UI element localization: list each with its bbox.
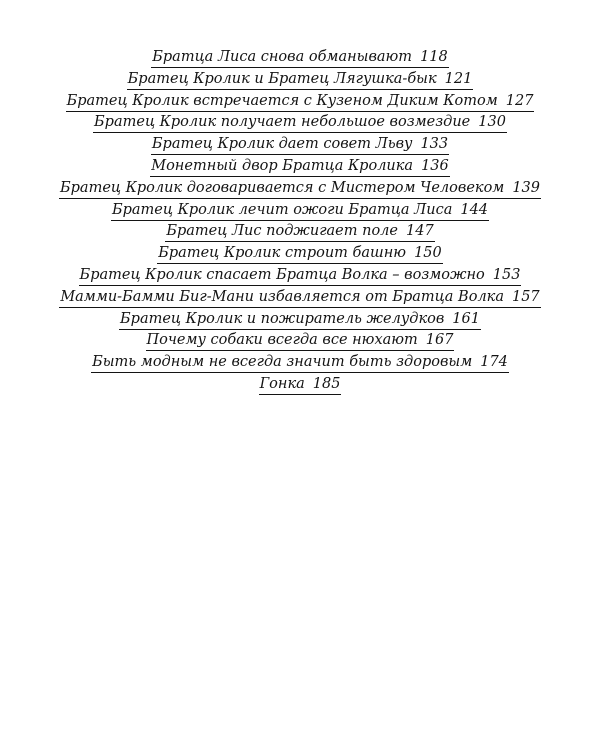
toc-entry: [0, 47, 600, 69]
toc-entry-title: Братец Кролик встречается с Кузеном Диким Котом: [66, 92, 498, 109]
toc-entry-title: Братец Кролик строит башню: [158, 245, 407, 262]
toc-page-number: 167: [425, 332, 454, 349]
toc-entry: [0, 200, 600, 222]
toc-page-number: 144: [460, 201, 489, 218]
toc-entry-title: Быть модным не всегда значит быть здоровым: [92, 354, 473, 371]
toc-entry: [0, 134, 600, 156]
toc-entry: [0, 91, 600, 113]
toc-page-number: 150: [414, 245, 442, 262]
toc-link[interactable]: [165, 222, 434, 242]
toc-entry: [0, 112, 600, 134]
toc-entry-title: Братец Кролик договаривается с Мистером Человеком: [59, 179, 505, 196]
toc-page-number: 174: [480, 354, 508, 371]
toc-link[interactable]: [59, 288, 540, 308]
toc-page-number: 161: [452, 310, 480, 327]
toc-entry-title: Братец Кролик лечит ожоги Братца Лиса: [111, 201, 453, 218]
toc-link[interactable]: [59, 179, 541, 199]
toc-page-number: 139: [512, 179, 541, 196]
toc-link[interactable]: [157, 244, 443, 264]
toc-link[interactable]: [151, 135, 449, 155]
toc-page-number: 121: [444, 70, 473, 87]
toc-entry-title: Мамми-Бамми Биг-Мани избавляется от Братца Волка: [60, 288, 504, 305]
toc-entry: [0, 156, 600, 178]
toc-link[interactable]: [119, 310, 481, 330]
toc-page-number: 118: [420, 49, 448, 65]
toc-entry-title: Братец Кролик спасает Братца Волка – возможно: [79, 266, 485, 283]
toc-page-number: 127: [505, 92, 534, 109]
toc-entry-title: Почему собаки всегда все нюхают: [146, 332, 418, 349]
toc-entry-title: Братец Кролик получает небольшое возмездие: [94, 114, 471, 131]
toc-entry-title: Братец Кролик и пожиратель желудков: [120, 310, 445, 327]
toc-link[interactable]: [93, 113, 507, 133]
toc-entry-title: Братца Лиса снова обманывают: [152, 49, 413, 65]
toc-entry: [0, 352, 600, 374]
toc-entry-title: Братец Лис поджигает поле: [166, 223, 398, 240]
toc-link[interactable]: [91, 353, 509, 373]
toc-entry: [0, 221, 600, 243]
toc-page-number: 157: [511, 288, 540, 305]
toc-entry-title: Монетный двор Братца Кролика: [151, 157, 414, 174]
toc-entry: [0, 243, 600, 265]
toc-link[interactable]: [111, 201, 489, 221]
toc-entry: [0, 309, 600, 331]
toc-entry-title: Братец Кролик дает совет Льву: [151, 136, 413, 153]
toc-page-number: 153: [492, 266, 521, 283]
toc-link[interactable]: [146, 331, 455, 351]
toc-entry: [0, 287, 600, 309]
toc-link[interactable]: [150, 157, 450, 177]
toc-entry: [0, 69, 600, 91]
toc-link[interactable]: [151, 48, 449, 68]
toc-link[interactable]: [127, 70, 474, 90]
toc-entry-title: Братец Кролик и Братец Лягушка-бык: [127, 70, 437, 87]
toc-entry-title: Гонка: [259, 375, 305, 392]
toc-link[interactable]: [79, 266, 522, 286]
toc-page-number: 130: [478, 114, 506, 131]
toc-link[interactable]: [259, 375, 342, 395]
toc-page-number: 185: [312, 375, 341, 392]
toc-entry: [0, 178, 600, 200]
table-of-contents: [0, 47, 600, 396]
toc-entry: [0, 330, 600, 352]
toc-entry: [0, 374, 600, 396]
toc-page-number: 147: [406, 223, 434, 240]
toc-page-number: 133: [420, 136, 449, 153]
toc-link[interactable]: [66, 92, 535, 112]
toc-entry: [0, 265, 600, 287]
toc-page-number: 136: [421, 157, 449, 174]
